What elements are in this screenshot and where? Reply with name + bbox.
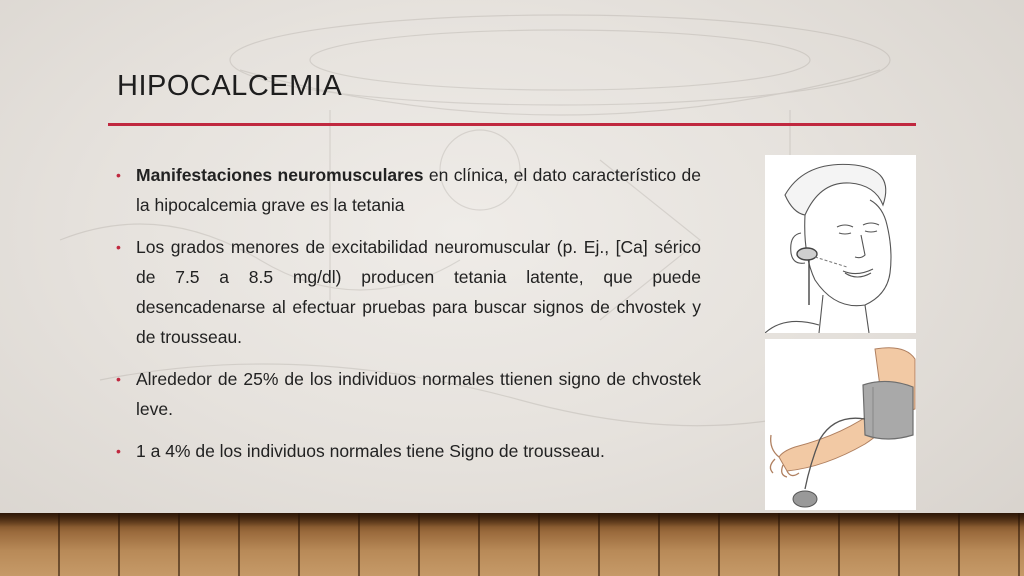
bullet-list xyxy=(113,160,701,478)
bullet-item xyxy=(113,232,701,352)
bullet-dot-icon: • xyxy=(116,167,121,183)
chvostek-sign-illustration xyxy=(765,155,916,333)
arm-cuff-icon xyxy=(765,339,916,510)
slide-title: HIPOCALCEMIA xyxy=(117,70,343,102)
bullet-dot-icon: • xyxy=(116,371,121,387)
bullet-dot-icon: • xyxy=(116,443,121,459)
bullet-item xyxy=(113,160,701,220)
bullet-text: 1 a 4% de los individuos normales tiene Signo de trousseau. xyxy=(136,441,605,461)
title-divider xyxy=(108,123,916,126)
trousseau-sign-illustration xyxy=(765,339,916,510)
floor-shadow xyxy=(0,513,1024,527)
bullet-bold-text: Manifestaciones neuromusculares xyxy=(136,165,424,185)
bullet-text: en clínica, el dato característico de la hipocalcemia grave es la tetania xyxy=(136,165,702,215)
bullet-item xyxy=(113,364,701,424)
bullet-item xyxy=(113,436,701,466)
face-icon xyxy=(765,155,916,333)
bullet-dot-icon: • xyxy=(116,239,121,255)
bullet-text: Alrededor de 25% de los individuos normales ttienen signo de chvostek leve. xyxy=(136,369,701,419)
bullet-text: Los grados menores de excitabilidad neuromuscular (p. Ej., [Ca] sérico de 7.5 a 8.5 mg/dl) producen tetania latente, que puede desencadenarse al efectuar pruebas para buscar signos de chvostek y de trousseau. xyxy=(136,237,701,347)
